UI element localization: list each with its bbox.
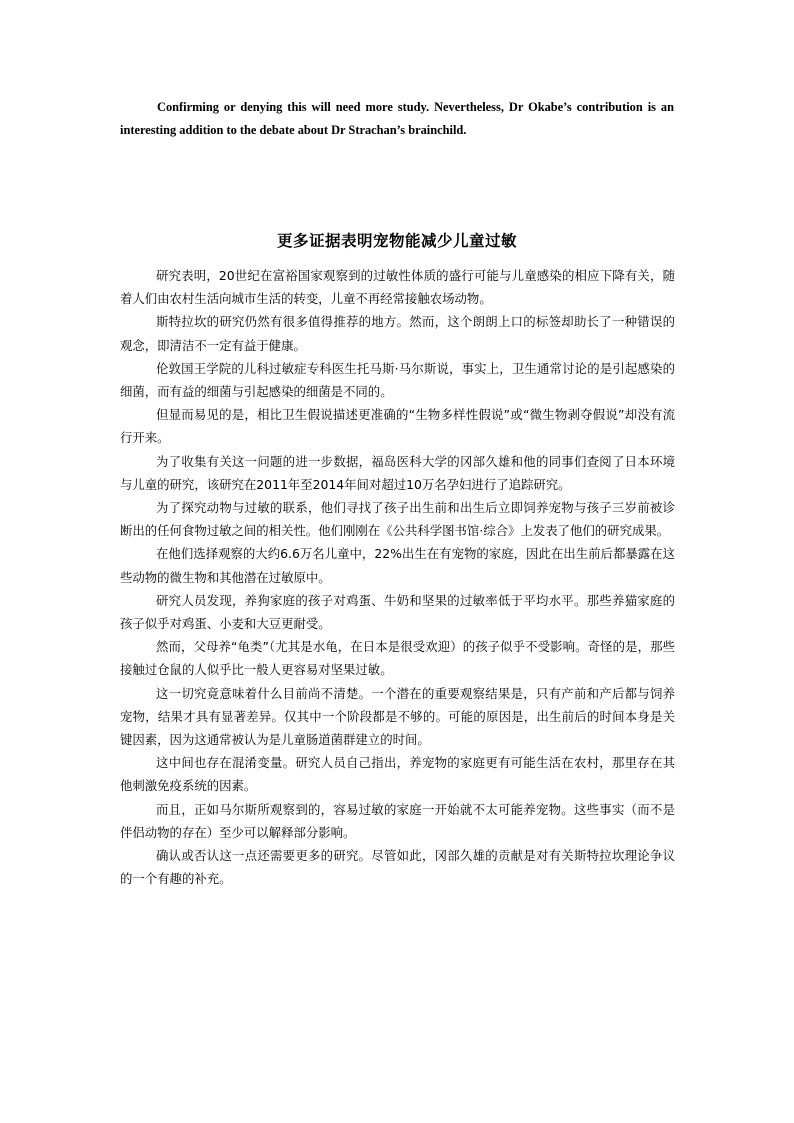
article-body (120, 264, 675, 890)
english-excerpt (120, 96, 674, 142)
body-paragraph: 确认或否认这一点还需要更多的研究。尽管如此，冈部久雄的贡献是对有关斯特拉坎理论争议的一个有趣的补充。 (120, 848, 675, 887)
body-paragraph: 而且，正如马尔斯所观察到的，容易过敏的家庭一开始就不太可能养宠物。这些事实（而不是伴侣动物的存在）至少可以解释部分影响。 (120, 801, 675, 840)
body-paragraph: 为了收集有关这一问题的进一步数据，福岛医科大学的冈部久雄和他的同事们查阅了日本环境与儿童的研究，该研究在2011年至2014年间对超过10万名孕妇进行了追踪研究。 (120, 453, 675, 492)
body-paragraph: 研究表明，20世纪在富裕国家观察到的过敏性体质的盛行可能与儿童感染的相应下降有关，随着人们由农村生活向城市生活的转变，儿童不再经常接触农场动物。 (120, 268, 675, 307)
body-paragraph: 然而，父母养“龟类”（尤其是水龟，在日本是很受欢迎）的孩子似乎不受影响。奇怪的是，那些接触过仓鼠的人似乎比一般人更容易对坚果过敏。 (120, 639, 675, 678)
english-paragraph: Confirming or denying this will need more study. Nevertheless, Dr Okabe’s contribution is an interesting addition to the debate about Dr Strachan’s brainchild. (120, 100, 674, 137)
body-paragraph: 伦敦国王学院的儿科过敏症专科医生托马斯·马尔斯说，事实上，卫生通常讨论的是引起感染的细菌，而有益的细菌与引起感染的细菌是不同的。 (120, 360, 675, 400)
body-paragraph: 这一切究竟意味着什么目前尚不清楚。一个潜在的重要观察结果是，只有产前和产后都与饲养宠物，结果才具有显著差异。仅其中一个阶段都是不够的。可能的原因是，出生前后的时间本身是关键因素，因为这通常被认为是儿童肠道菌群建立的时间。 (120, 685, 675, 748)
body-paragraph: 为了探究动物与过敏的联系，他们寻找了孩子出生前和出生后立即饲养宠物与孩子三岁前被诊断出的任何食物过敏之间的相关性。他们刚刚在《公共科学图书馆·综合》上发表了他们的研究成果。 (120, 500, 675, 539)
body-paragraph: 在他们选择观察的大约6.6万名儿童中，22%出生在有宠物的家庭，因此在出生前后都暴露在这些动物的微生物和其他潜在过敏原中。 (120, 546, 675, 585)
body-paragraph: 这中间也存在混淆变量。研究人员自己指出，养宠物的家庭更有可能生活在农村，那里存在其他刺激免疫系统的因素。 (120, 755, 675, 794)
body-paragraph: 斯特拉坎的研究仍然有很多值得推荐的地方。然而，这个朗朗上口的标签却助长了一种错误的观念，即清洁不一定有益于健康。 (120, 314, 675, 353)
body-paragraph: 但显而易见的是，相比卫生假说描述更准确的“生物多样性假说”或“微生物剥夺假说”却没有流行开来。 (120, 407, 675, 446)
body-paragraph: 研究人员发现，养狗家庭的孩子对鸡蛋、牛奶和坚果的过敏率低于平均水平。那些养猫家庭的孩子似乎对鸡蛋、小麦和大豆更耐受。 (120, 592, 675, 632)
article-title: 更多证据表明宠物能减少儿童过敏 (276, 232, 517, 250)
